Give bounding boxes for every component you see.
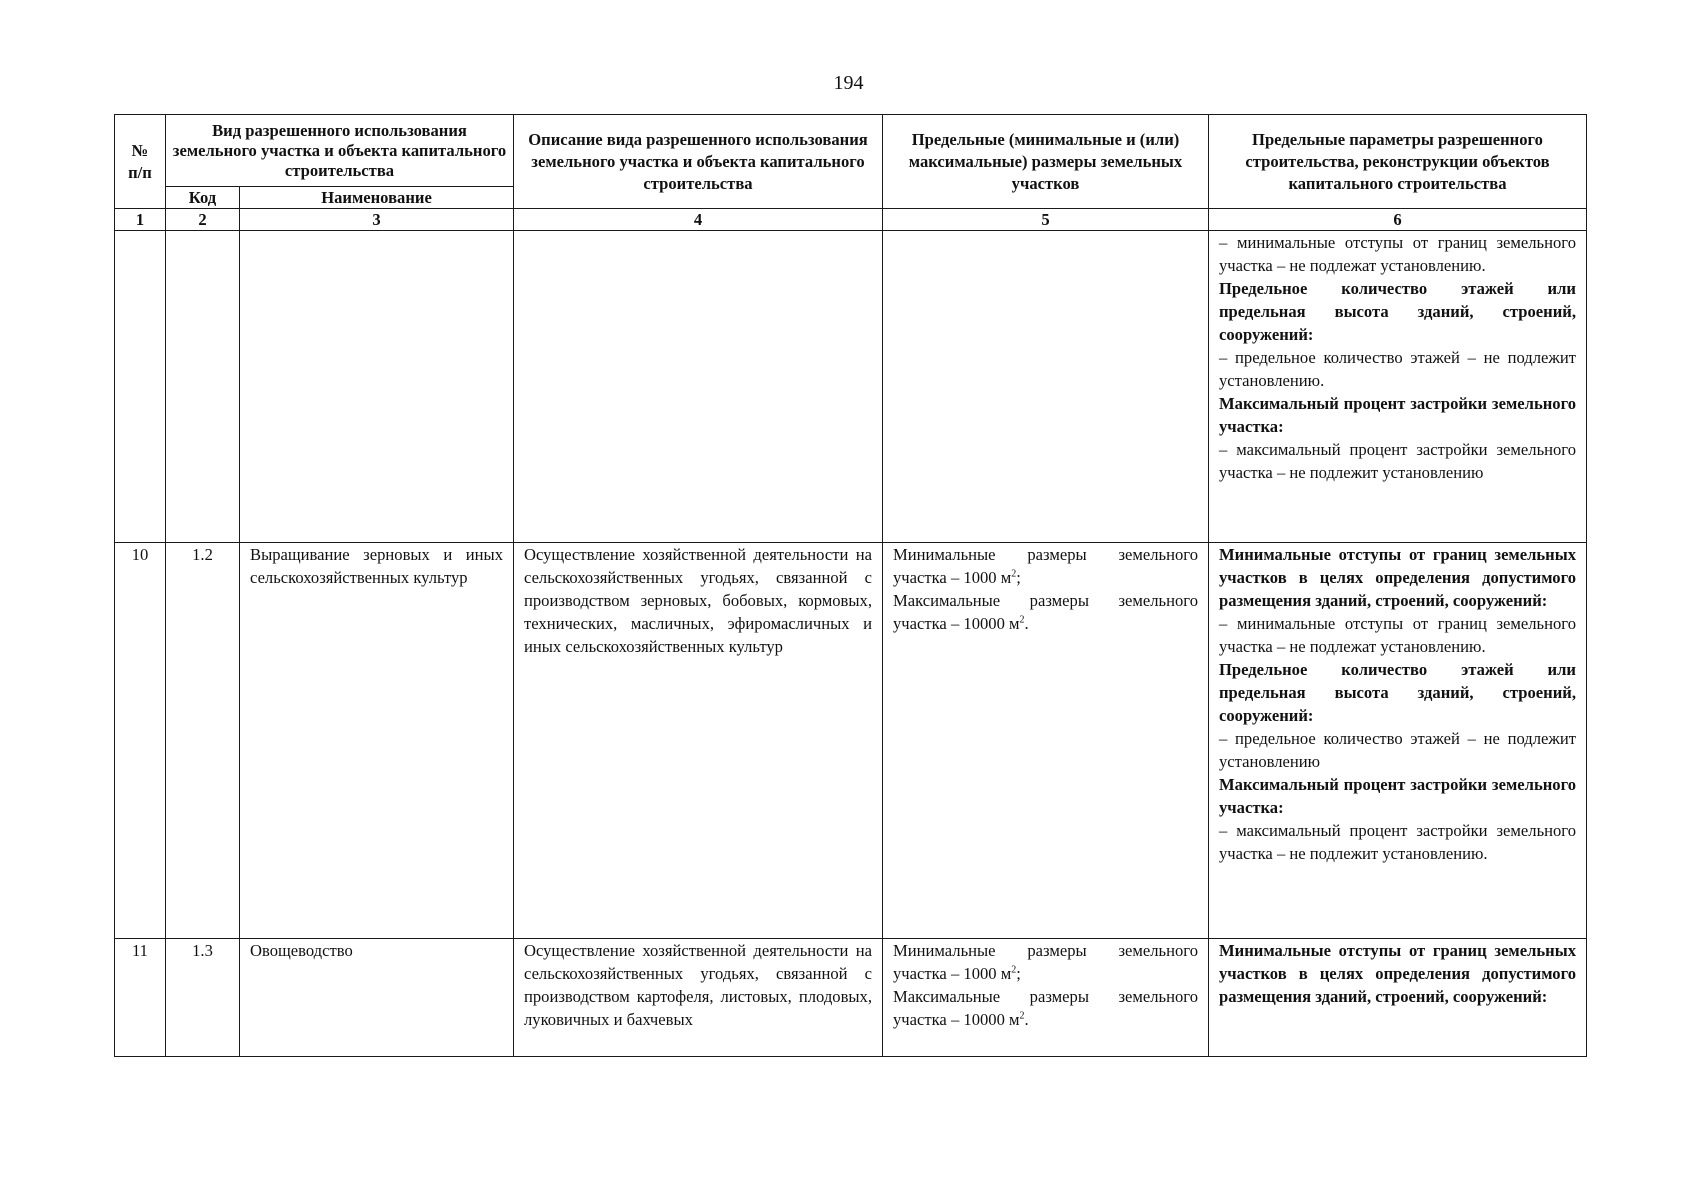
page-number: 194 [833,72,864,94]
column-number: 3 [240,209,514,231]
zoning-table [114,114,1587,1057]
construction-params [1209,231,1587,543]
max-plot-size: Максимальные размеры земельного участка – 10000 $м^2$. [893,591,1198,633]
use-description [514,231,883,543]
param-heading: Предельное количество этажей или предельная высота зданий, строений, сооружений: [1219,279,1576,344]
use-name: Овощеводство [240,939,514,1057]
use-description: Осуществление хозяйственной деятельности на сельскохозяйственных угодьях, связанной с производством картофеля, листовых, плодовых, луковичных и бахчевых [514,939,883,1057]
param-heading: Максимальный процент застройки земельного участка: [1219,775,1576,817]
header-code: Код [166,187,240,209]
param-text: – минимальные отступы от границ земельного участка – не подлежат установлению. [1219,233,1576,275]
column-number: 1 [115,209,166,231]
column-number: 2 [166,209,240,231]
column-number: 4 [514,209,883,231]
param-text: – предельное количество этажей – не подлежит установлению. [1219,348,1576,390]
use-description: Осуществление хозяйственной деятельности на сельскохозяйственных угодьях, связанной с производством зерновых, бобовых, кормовых, технических, масличных, эфиромасличных и иных сельскохозяйственных культур [514,543,883,939]
min-plot-size: Минимальные размеры земельного участка – 1000 $м^2$; [893,941,1198,983]
param-heading: Минимальные отступы от границ земельных участков в целях определения допустимого размещения зданий, строений, сооружений: [1219,941,1576,1006]
use-code: 1.3 [166,939,240,1057]
header-name: Наименование [240,187,514,209]
param-text: – минимальные отступы от границ земельного участка – не подлежат установлению. [1219,614,1576,656]
row-number [115,231,166,543]
param-heading: Максимальный процент застройки земельного участка: [1219,394,1576,436]
row-number: 11 [115,939,166,1057]
min-plot-size: Минимальные размеры земельного участка – 1000 $м^2$; [893,545,1198,587]
header-description: Описание вида разрешенного использования земельного участка и объекта капитального строительства [514,115,883,209]
column-number: 5 [883,209,1209,231]
plot-sizes [883,231,1209,543]
plot-sizes [883,543,1209,939]
param-text: – предельное количество этажей – не подлежит установлению [1219,729,1576,771]
table-row [115,939,1587,1057]
use-code: 1.2 [166,543,240,939]
row-number: 10 [115,543,166,939]
table-row [115,543,1587,939]
plot-sizes [883,939,1209,1057]
param-heading: Предельное количество этажей или предельная высота зданий, строений, сооружений: [1219,660,1576,725]
use-name [240,231,514,543]
column-number: 6 [1209,209,1587,231]
column-number-row [115,209,1587,231]
header-construction-params: Предельные параметры разрешенного строительства, реконструкции объектов капитального строительства [1209,115,1587,209]
construction-params [1209,939,1587,1057]
header-plot-sizes: Предельные (минимальные и (или) максимальные) размеры земельных участков [883,115,1209,209]
construction-params [1209,543,1587,939]
table-row [115,231,1587,543]
header-permitted-use: Вид разрешенного использования земельного участка и объекта капитального строительства [166,115,514,187]
param-heading: Минимальные отступы от границ земельных участков в целях определения допустимого размещения зданий, строений, сооружений: [1219,545,1576,610]
max-plot-size: Максимальные размеры земельного участка – 10000 $м^2$. [893,987,1198,1029]
use-code [166,231,240,543]
param-text: – максимальный процент застройки земельного участка – не подлежит установлению. [1219,821,1576,863]
use-name: Выращивание зерновых и иных сельскохозяйственных культур [240,543,514,939]
param-text: – максимальный процент застройки земельного участка – не подлежит установлению [1219,440,1576,482]
header-num: № п/п [115,115,166,209]
